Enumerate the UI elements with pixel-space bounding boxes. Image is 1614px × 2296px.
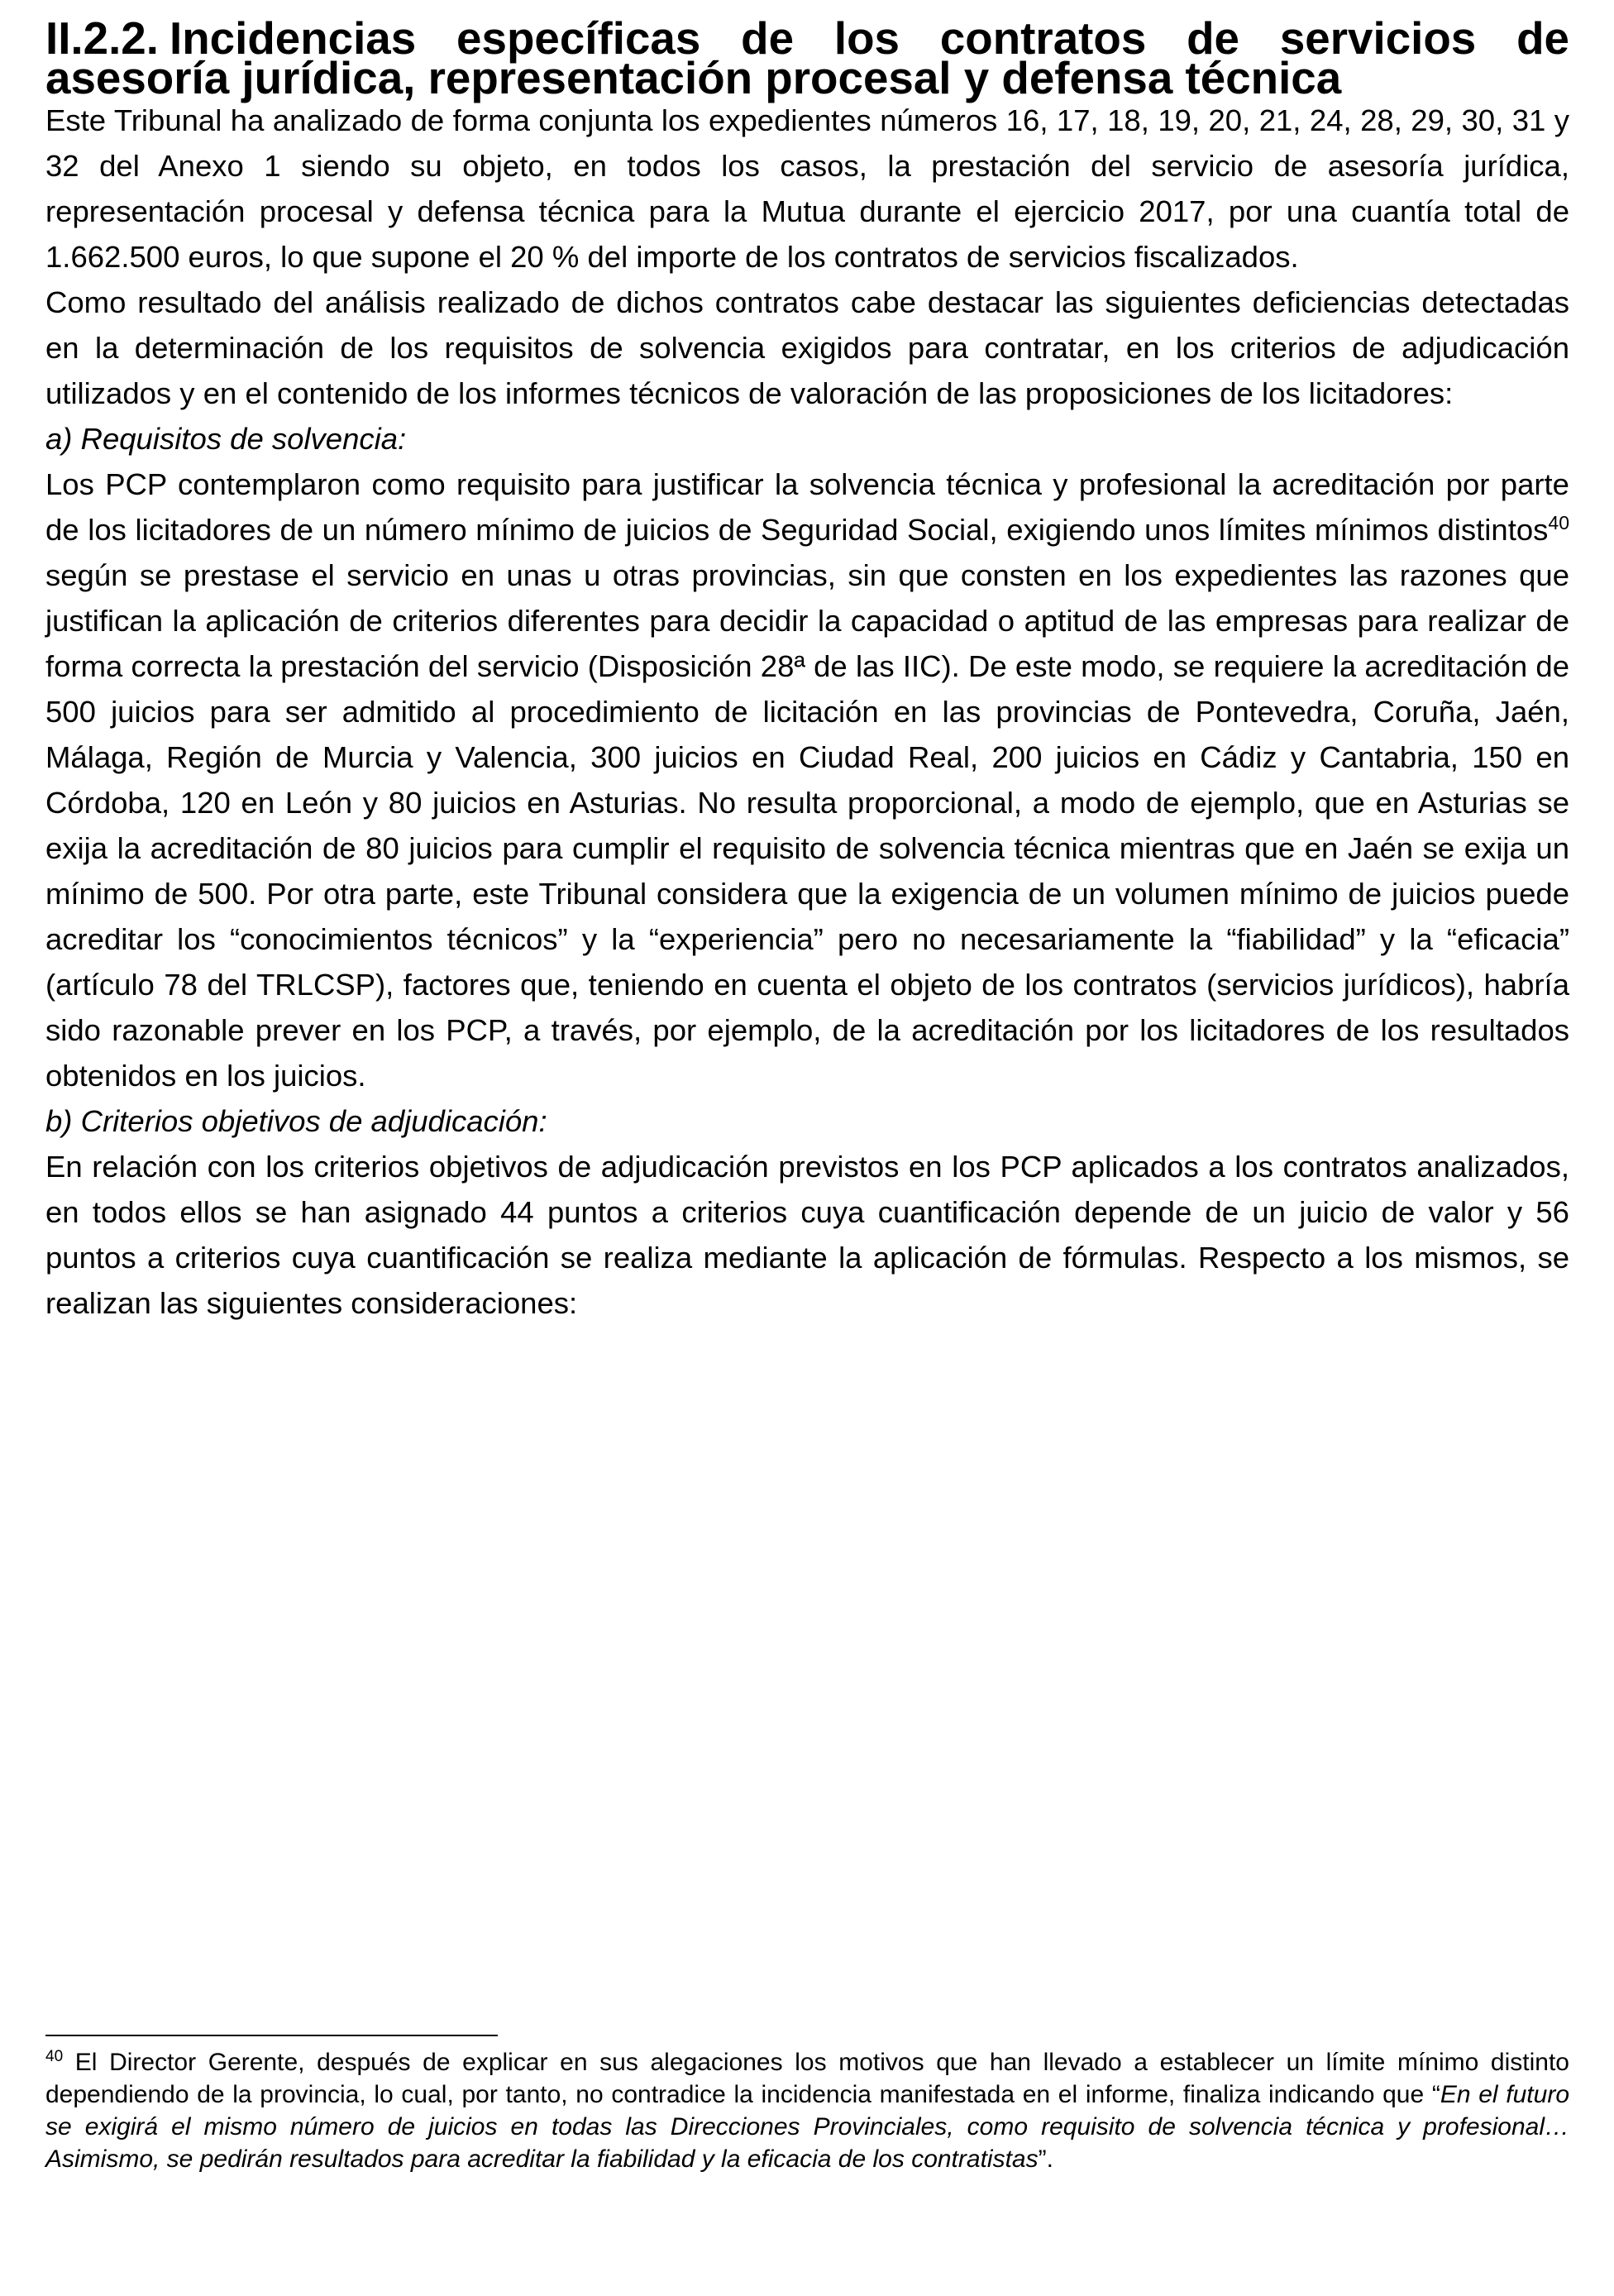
paragraph-deficiencies: Como resultado del análisis realizado de dichos contratos cabe destacar las siguientes deficiencias detectadas en la determinación de los requisitos de solvencia exigidos para contratar, en los criterios de adjudicación utilizados y en el contenido de los informes técnicos de valoración de las proposiciones de los licitadores: xyxy=(45,285,1569,410)
footnote-closing: ”. xyxy=(1038,2145,1053,2173)
paragraph-solvency-start: Los PCP contemplaron como requisito para justificar la solvencia técnica y profesional la acreditación por parte de los licitadores de un número mínimo de juicios de Seguridad Social, exigiendo unos límites mínimos distintos xyxy=(45,467,1569,547)
document-page xyxy=(45,12,1569,1326)
subheading-award-criteria: b) Criterios objetivos de adjudicación: xyxy=(45,1104,547,1138)
paragraph-scope: Este Tribunal ha analizado de forma conjunta los expedientes números 16, 17, 18, 19, 20, 21, 24, 28, 29, 30, 31 y 32 del Anexo 1 siendo su objeto, en todos los casos, la prestación del servicio de asesoría jurídica, representación procesal y defensa técnica para la Mutua durante el ejercicio 2017, por una cuantía total de 1.662.500 euros, lo que supone el 20 % del importe de los contratos de servicios fiscalizados. xyxy=(45,103,1569,274)
paragraph-award-criteria: En relación con los criterios objetivos de adjudicación previstos en los PCP aplicados a los contratos analizados, en todos ellos se han asignado 44 puntos a criterios cuya cuantificación depende de un juicio de valor y 56 puntos a criterios cuya cuantificación se realiza mediante la aplicación de fórmulas. Respecto a los mismos, se realizan las siguientes consideraciones: xyxy=(45,1150,1569,1320)
footnote-separator xyxy=(45,2035,498,2036)
section-title: Incidencias específicas de los contratos de servicios de asesoría jurídica, representación procesal y defensa técnica xyxy=(45,12,1569,103)
footnote-quote: En el futuro se exigirá el mismo número de juicios en todas las Direcciones Provinciales, como requisito de solvencia técnica y profesional… Asimismo, se pedirán resultados para acreditar la fiabilidad y la eficacia de los contratistas xyxy=(45,2081,1570,2173)
paragraph-solvency xyxy=(45,462,1569,1098)
footnote-text: El Director Gerente, después de explicar en sus alegaciones los motivos que han llevado a establecer un límite mínimo distinto dependiendo de la provincia, lo cual, por tanto, no contradice la incidencia manifestada en el informe, finaliza indicando que “ xyxy=(45,2049,1569,2108)
footnote-reference[interactable]: 40 xyxy=(1548,512,1569,533)
section-heading xyxy=(45,12,1569,103)
section-number: II.2.2. xyxy=(45,12,159,64)
footnote-number: 40 xyxy=(45,2048,64,2065)
subheading-solvency-requirements: a) Requisitos de solvencia: xyxy=(45,422,407,456)
footnote xyxy=(45,2046,1569,2175)
paragraph-solvency-rest: según se prestase el servicio en unas u otras provincias, sin que consten en los expedientes las razones que justifican la aplicación de criterios diferentes para decidir la capacidad o aptitud de las empresas para realizar de forma correcta la prestación del servicio (Disposición 28ª de las IIC). De este modo, se requiere la acreditación de 500 juicios para ser admitido al procedimiento de licitación en las provincias de Pontevedra, Coruña, Jaén, Málaga, Región de Murcia y Valencia, 300 juicios en Ciudad Real, 200 juicios en Cádiz y Cantabria, 150 en Córdoba, 120 en León y 80 juicios en Asturias. No resulta proporcional, a modo de ejemplo, que en Asturias se exija la acreditación de 80 juicios para cumplir el requisito de solvencia técnica mientras que en Jaén se exija un mínimo de 500. Por otra parte, este Tribunal considera que la exigencia de un volumen mínimo de juicios puede acreditar los “conocimientos técnicos” y la “experiencia” pero no necesariamente la “fiabilidad” y la “eficacia” (artículo 78 del TRLCSP), factores que, teniendo en cuenta el objeto de los contratos (servicios jurídicos), habría sido razonable prever en los PCP, a través, por ejemplo, de la acreditación por los licitadores de los resultados obtenidos en los juicios. xyxy=(45,558,1569,1093)
